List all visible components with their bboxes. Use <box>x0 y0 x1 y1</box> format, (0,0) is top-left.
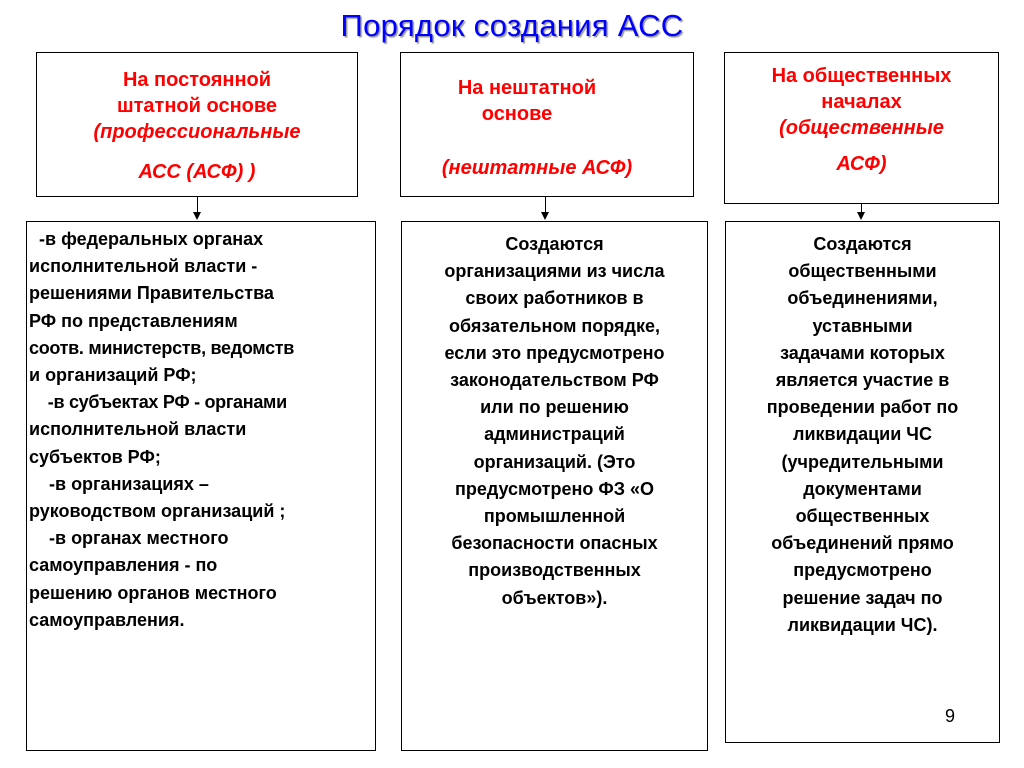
header-italic-line: (общественные <box>779 117 944 139</box>
body-line: объектов»). <box>501 587 608 608</box>
body-line: безопасности опасных <box>451 533 658 554</box>
page-number: 9 <box>945 706 956 726</box>
body-line: и организаций РФ; <box>29 365 197 386</box>
body-line: законодательством РФ <box>450 370 659 391</box>
body-box-permanent <box>26 221 376 751</box>
body-line: если это предусмотрено <box>444 342 665 363</box>
body-box-public <box>725 221 1000 743</box>
body-line: является участие в <box>775 370 950 391</box>
body-line: самоуправления - по <box>29 555 218 576</box>
body-line: субъектов РФ; <box>29 446 161 467</box>
header-italic-line: (профессиональные <box>93 121 301 143</box>
slide-title: Порядок создания АСС <box>340 8 684 43</box>
header-box-nonstaff <box>400 52 694 197</box>
body-line: ликвидации ЧС <box>793 424 932 445</box>
body-line: администраций <box>484 424 625 445</box>
body-line: объединений прямо <box>771 533 954 554</box>
body-line: Создаются <box>505 234 604 254</box>
body-line: исполнительной власти - <box>29 256 258 277</box>
body-line: организациями из числа <box>444 261 665 282</box>
header-box-permanent <box>36 52 358 197</box>
body-line: производственных <box>468 560 641 581</box>
body-line: предусмотрено <box>793 560 932 581</box>
body-line: самоуправления. <box>29 609 185 630</box>
connector-line <box>197 197 198 213</box>
arrow-down-icon <box>857 212 865 220</box>
body-line: -в организациях – <box>29 473 209 494</box>
header-italic-line: (нештатные АСФ) <box>441 157 633 179</box>
body-line: руководством организаций ; <box>29 501 286 522</box>
header-line: На постоянной <box>122 69 272 91</box>
body-line: -в органах местного <box>29 528 229 549</box>
body-line: своих работников в <box>465 288 644 309</box>
body-line: уставными <box>812 315 913 336</box>
header-line: На нештатной <box>457 77 597 99</box>
body-line: -в федеральных органах <box>29 229 264 249</box>
body-line: ликвидации ЧС). <box>787 614 938 635</box>
body-line: исполнительной власти <box>29 419 247 440</box>
arrow-down-icon <box>541 212 549 220</box>
header-italic-line: АСФ) <box>836 153 887 175</box>
body-line: решение задач по <box>782 587 943 608</box>
header-line: штатной основе <box>116 95 278 117</box>
body-line: проведении работ по <box>766 397 959 418</box>
body-line: промышленной <box>483 506 626 527</box>
header-line: основе <box>481 103 553 125</box>
body-line: соотв. министерств, ведомств <box>29 337 295 358</box>
body-line: общественными <box>788 261 937 282</box>
body-line: (учредительными <box>781 451 944 472</box>
connector-line <box>545 197 546 213</box>
body-line: РФ по представлениям <box>29 310 238 331</box>
body-line: Создаются <box>813 234 912 254</box>
header-italic-line: АСС (АСФ) ) <box>138 161 256 183</box>
body-line: объединениями, <box>787 288 938 309</box>
header-box-public <box>724 52 999 204</box>
header-line: На общественных <box>771 65 952 87</box>
body-line: -в субъектах РФ - органами <box>29 392 287 413</box>
body-line: предусмотрено ФЗ «О <box>454 478 655 499</box>
body-box-nonstaff <box>401 221 708 751</box>
body-line: общественных <box>795 506 930 527</box>
body-line: организаций. (Это <box>473 451 636 472</box>
arrow-down-icon <box>193 212 201 220</box>
body-line: задачами которых <box>780 342 945 363</box>
body-line: обязательном порядке, <box>449 315 660 336</box>
header-line: началах <box>821 91 902 113</box>
body-line: или по решению <box>480 397 629 418</box>
body-line: документами <box>803 478 922 499</box>
body-line: решениями Правительства <box>29 283 274 304</box>
body-line: решению органов местного <box>29 582 277 603</box>
